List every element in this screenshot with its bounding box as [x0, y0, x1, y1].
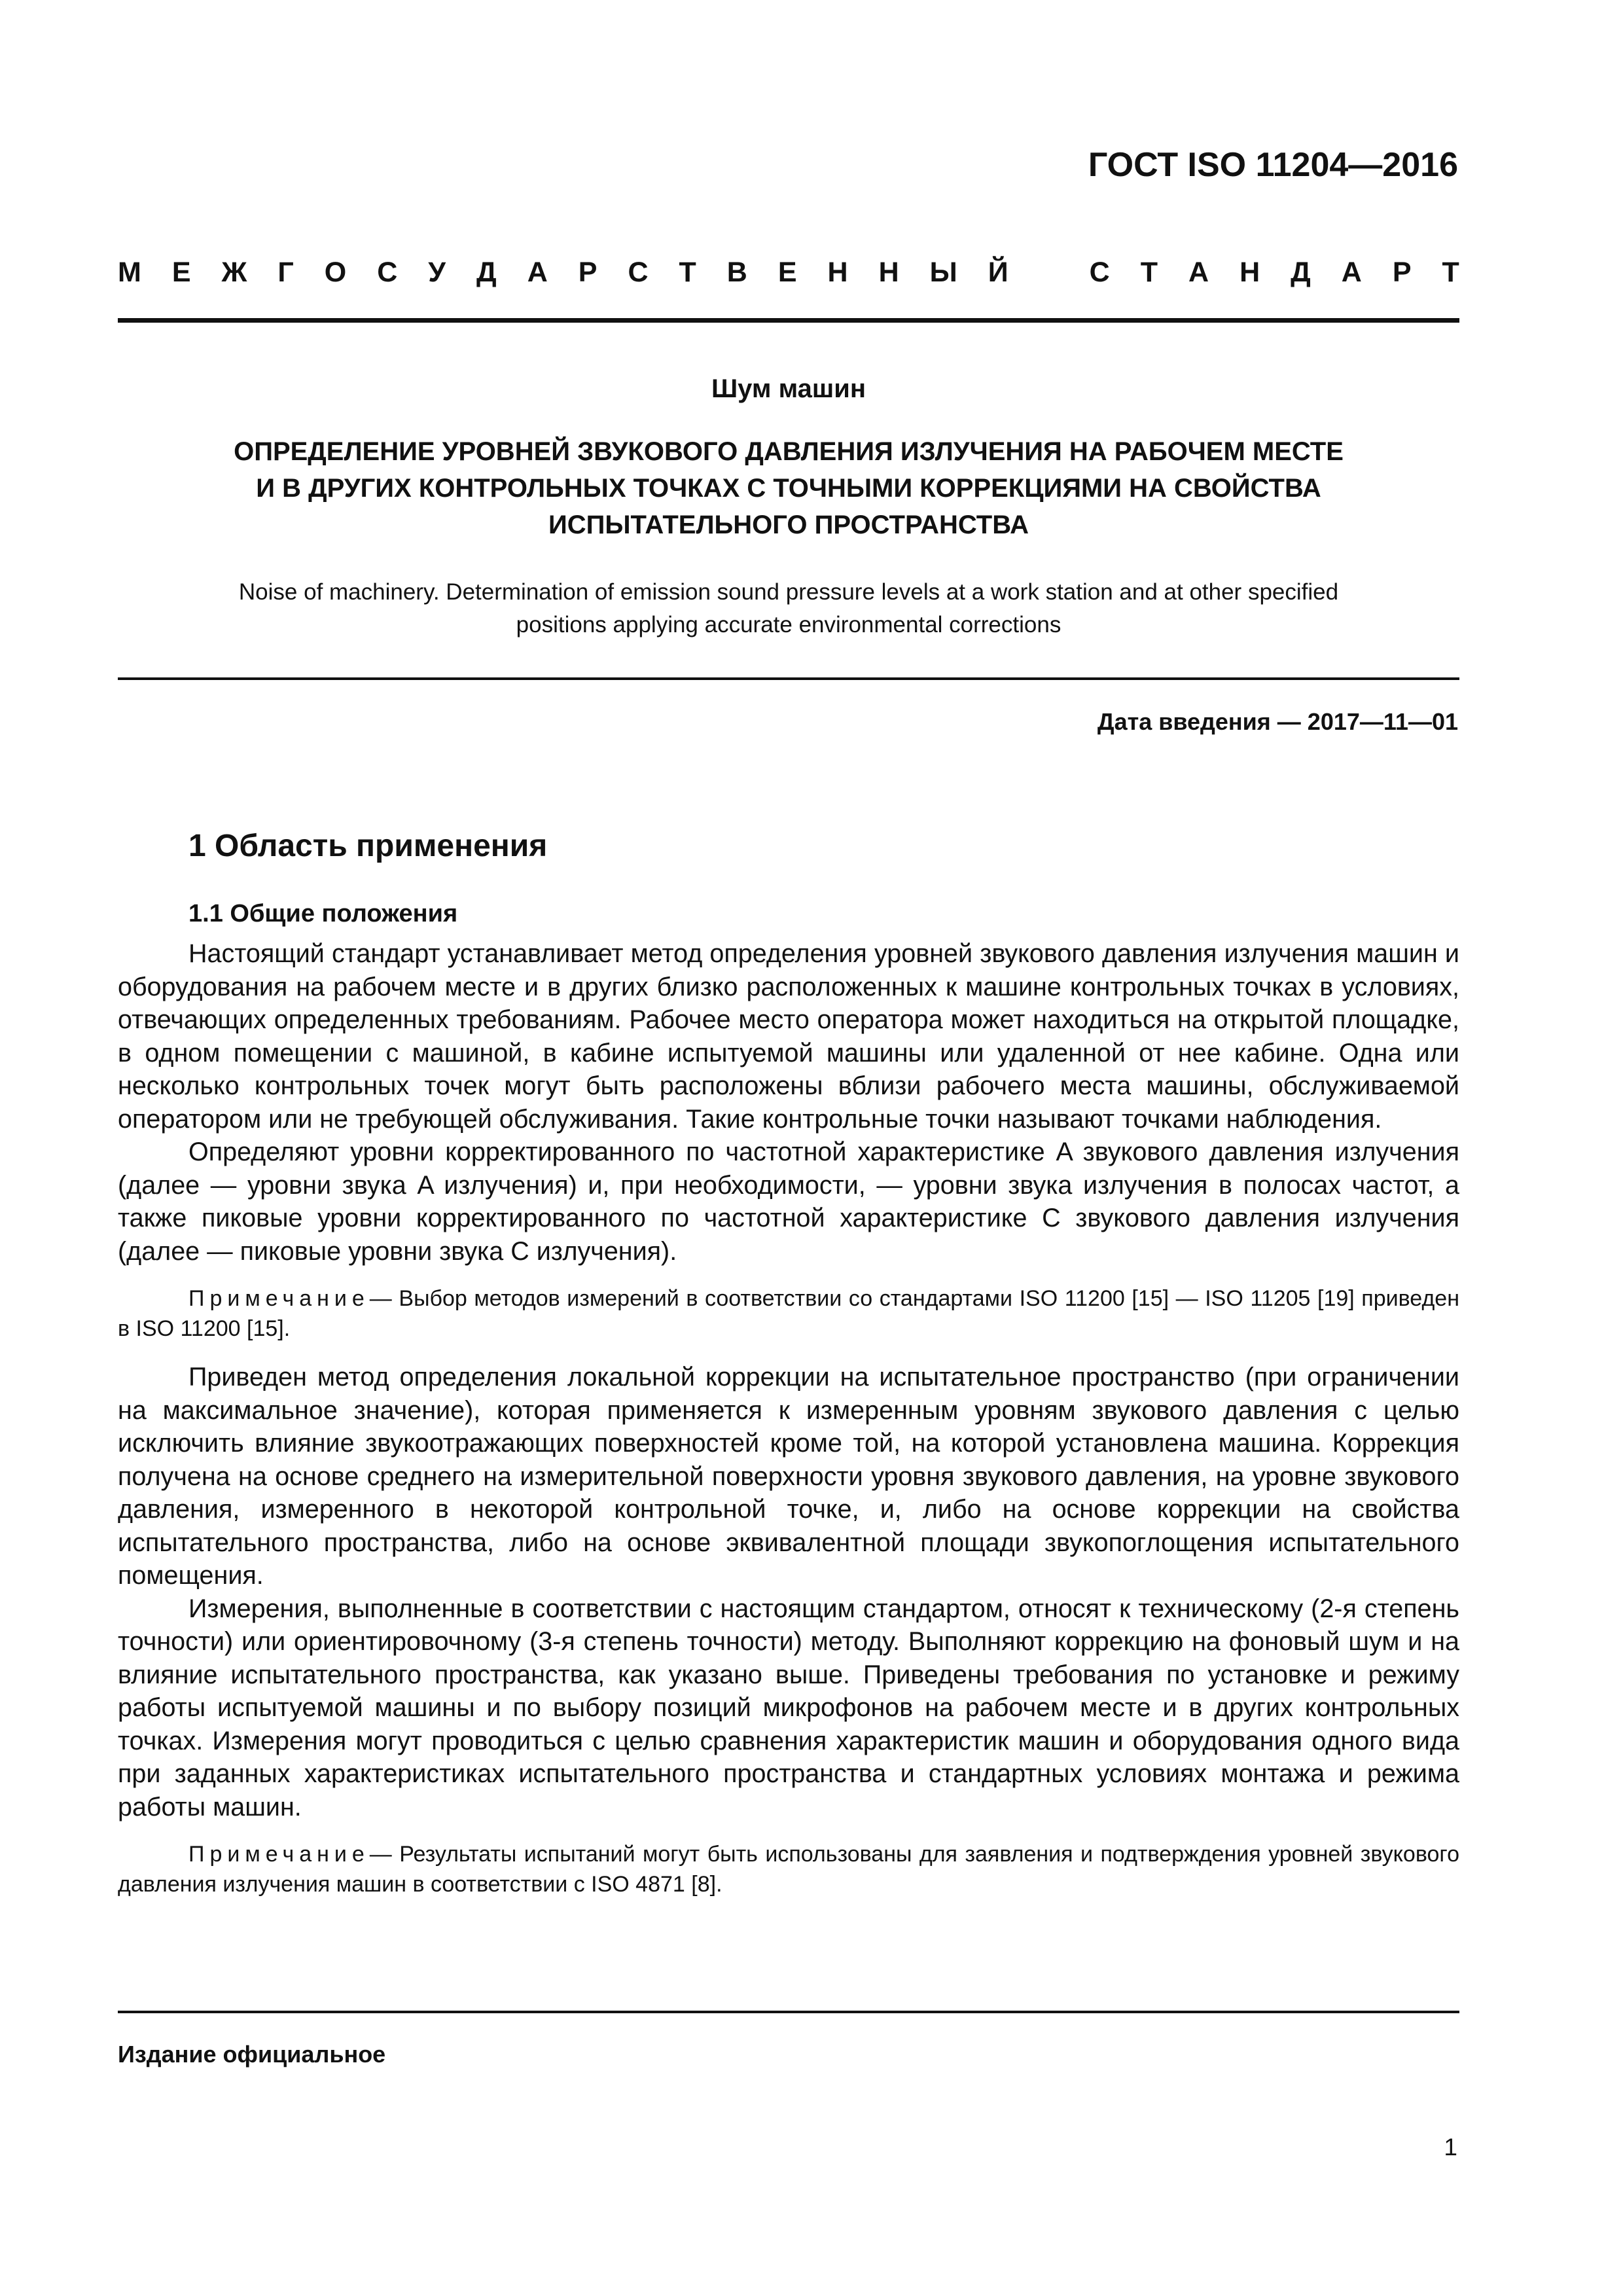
banner-letter: Н	[827, 257, 848, 288]
banner-letter: С	[1089, 257, 1110, 288]
note	[118, 1839, 1459, 1899]
note-label: Примечание	[188, 1842, 370, 1867]
banner-letter: О	[324, 257, 347, 288]
footer-divider	[118, 2011, 1459, 2013]
body-paragraph: Приведен метод определения локальной коррекции на испытательное пространство (при ограничении на максимальное значение), которая применяется к измеренным уровням звукового давления с целью исключить влияние звукоотражающих поверхностей кроме той, на которой установлена машина. Коррекция получена на основе среднего на измерительной поверхности уровня звукового давления, на уровне звукового давления, измеренного в некоторой контрольной точке, и, либо на основе коррекции на свойства испытательного пространства, либо на основе эквивалентной площади звукопоглощения испытательного помещения.	[118, 1363, 1459, 1590]
banner-letter: Й	[988, 257, 1008, 288]
section-body	[118, 937, 1459, 1916]
title-divider	[118, 677, 1459, 680]
banner-letter: М	[118, 257, 141, 288]
header-divider	[118, 318, 1459, 323]
banner-letter: Т	[679, 257, 696, 288]
official-edition-label: Издание официальное	[118, 2041, 386, 2068]
banner-letter: Н	[878, 257, 899, 288]
page-number: 1	[1444, 2134, 1457, 2161]
section-heading: 1 Область применения	[188, 829, 548, 863]
interstate-standard-banner	[118, 257, 1459, 289]
english-title-line: Noise of machinery. Determination of emission sound pressure levels at a work station and at other specified	[238, 579, 1339, 605]
banner-letter: Д	[476, 257, 497, 288]
document-subtitle: Шум машин	[711, 374, 866, 403]
banner-letter: У	[428, 257, 446, 288]
banner-letter: Ж	[221, 257, 247, 288]
banner-letter: Т	[1140, 257, 1158, 288]
banner-letter: А	[527, 257, 548, 288]
banner-letter: Т	[1442, 257, 1459, 288]
banner-letter: А	[1188, 257, 1209, 288]
banner-letter: Е	[171, 257, 191, 288]
banner-letter: С	[377, 257, 398, 288]
note	[118, 1283, 1459, 1344]
body-paragraph: Определяют уровни корректированного по частотной характеристике A звукового давления излучения (далее — уровни звука A излучения) и, при необходимости, — уровни звука излучения в полосах частот, а также пиковые уровни корректированного по частотной характеристике C звукового давления излучения (далее — пиковые уровни звука C излучения).	[118, 1138, 1459, 1266]
title-line: ИСПЫТАТЕЛЬНОГО ПРОСТРАНСТВА	[548, 511, 1029, 539]
banner-letter: Г	[277, 257, 294, 288]
banner-letter: Д	[1291, 257, 1311, 288]
introduction-date: Дата введения — 2017—11—01	[1097, 708, 1458, 735]
banner-letter: Ы	[929, 257, 957, 288]
note-text: — Выбор методов измерений в соответствии со стандартами ISO 11200 [15] — ISO 11205 [19] приведен в ISO 11200 [15].	[118, 1286, 1459, 1341]
banner-letter: Р	[1392, 257, 1412, 288]
banner-letter: С	[628, 257, 649, 288]
banner-letter: Е	[777, 257, 797, 288]
english-title-line: positions applying accurate environmental corrections	[516, 612, 1061, 637]
body-paragraph: Настоящий стандарт устанавливает метод определения уровней звукового давления излучения машин и оборудования на рабочем месте и в других близко расположенных к машине контрольных точках в условиях, отвечающих определенных требованиям. Рабочее место оператора может находиться на открытой площадке, в одном помещении с машиной, в кабине испытуемой машины или удаленной от нее кабине. Одна или несколько контрольных точек могут быть расположены вблизи рабочего места машины, обслуживаемой оператором или не требующей обслуживания. Такие контрольные точки называют точками наблюдения.	[118, 939, 1459, 1134]
standard-number: ГОСТ ISO 11204—2016	[1088, 146, 1458, 184]
banner-letter: В	[726, 257, 747, 288]
note-text: — Результаты испытаний могут быть использованы для заявления и подтверждения уровней звукового давления излучения машин в соответствии с ISO 4871 [8].	[118, 1842, 1459, 1897]
body-paragraph: Измерения, выполненные в соответствии с настоящим стандартом, относят к техническому (2-я степень точности) или ориентировочному (3-я степень точности) методу. Выполняют коррекцию на фоновый шум и на влияние испытательного пространства, как указано выше. Приведены требования по установке и режиму работы испытуемой машины и по выбору позиций микрофонов на рабочем месте и в других контрольных точках. Измерения могут проводиться с целью сравнения характеристик машин и оборудования одного вида при заданных характеристиках испытательного пространства и стандартных условиях монтажа и режима работы машин.	[118, 1594, 1459, 1821]
banner-letter: А	[1341, 257, 1362, 288]
title-line: И В ДРУГИХ КОНТРОЛЬНЫХ ТОЧКАХ С ТОЧНЫМИ КОРРЕКЦИЯМИ НА СВОЙСТВА	[256, 474, 1321, 503]
banner-gap	[1039, 257, 1059, 289]
banner-letter: Н	[1240, 257, 1260, 288]
english-title	[118, 576, 1459, 641]
subsection-heading: 1.1 Общие положения	[188, 900, 458, 927]
document-title	[118, 433, 1459, 543]
note-label: Примечание	[188, 1286, 370, 1311]
title-line: ОПРЕДЕЛЕНИЕ УРОВНЕЙ ЗВУКОВОГО ДАВЛЕНИЯ ИЗЛУЧЕНИЯ НА РАБОЧЕМ МЕСТЕ	[234, 437, 1344, 466]
banner-letter: Р	[578, 257, 597, 288]
